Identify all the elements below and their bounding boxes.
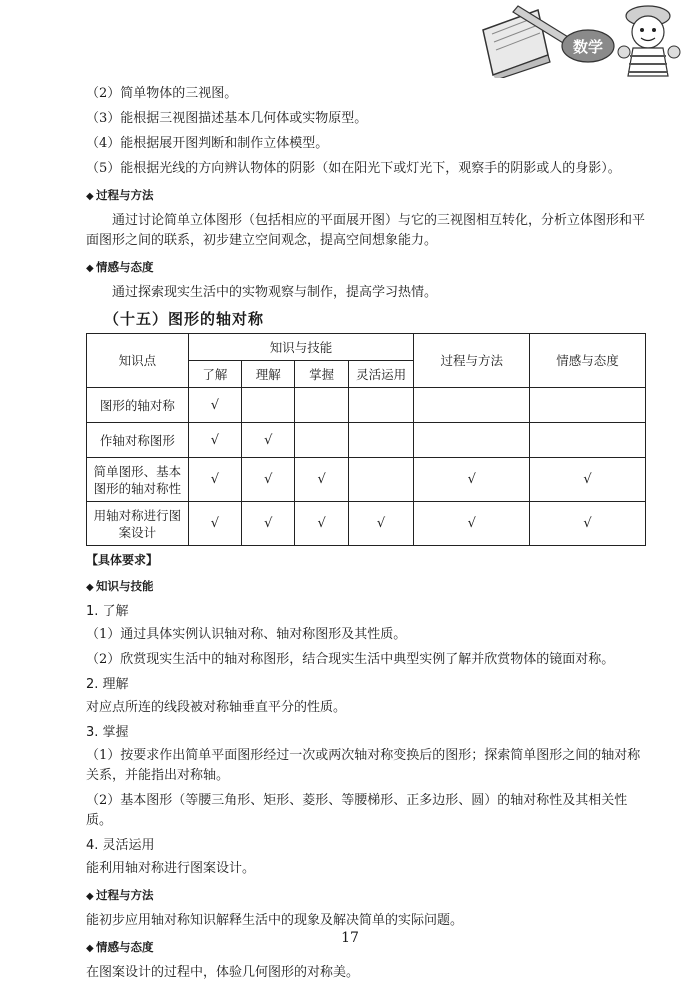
check-cell <box>242 388 295 423</box>
attitude-text: 通过探索现实生活中的实物观察与制作，提高学习热情。 <box>112 285 438 300</box>
subheading-attitude: ◆ 情感与态度 <box>86 257 646 279</box>
process-text: 通过讨论简单立体图形（包括相应的平面展开图）与它的三视图相互转化，分析立体图形和平面图形之间的联系，初步建立空间观念，提高空间想象能力。 <box>86 213 646 248</box>
understand-item: （1）通过具体实例认识轴对称、轴对称图形及其性质。 <box>86 627 407 642</box>
check-cell: √ <box>348 502 413 546</box>
intro-item: （2）简单物体的三视图。 <box>86 86 238 101</box>
subheader-understand: 了解 <box>188 361 241 388</box>
understand-item: （2）欣赏现实生活中的轴对称图形，结合现实生活中典型实例了解并欣赏物体的镜面对称。 <box>86 652 615 667</box>
heading-comprehend: 2. 理解 <box>86 677 129 692</box>
check-cell <box>530 388 646 423</box>
section-title: （十五）图形的轴对称 <box>104 310 265 328</box>
check-cell <box>348 388 413 423</box>
check-cell <box>295 388 348 423</box>
intro-item: （4）能根据展开图判断和制作立体模型。 <box>86 136 329 151</box>
intro-item: （3）能根据三视图描述基本几何体或实物原型。 <box>86 111 368 126</box>
subheading-process: ◆ 过程与方法 <box>86 185 646 207</box>
header-process: 过程与方法 <box>414 334 530 388</box>
diamond-icon: ◆ <box>86 891 94 902</box>
heading-master: 3. 掌握 <box>86 725 129 740</box>
row-label: 作轴对称图形 <box>87 423 189 458</box>
header-illustration <box>478 0 700 78</box>
check-cell <box>414 423 530 458</box>
subheader-comprehend: 理解 <box>242 361 295 388</box>
header-knowledge-point: 知识点 <box>87 334 189 388</box>
row-label: 图形的轴对称 <box>87 388 189 423</box>
heading-understand: 1. 了解 <box>86 604 129 619</box>
subheader-master: 掌握 <box>295 361 348 388</box>
table-row <box>87 458 646 502</box>
check-cell <box>348 458 413 502</box>
flexible-text: 能利用轴对称进行图案设计。 <box>86 861 256 876</box>
check-cell: √ <box>295 502 348 546</box>
table-row <box>87 423 646 458</box>
header-attitude: 情感与态度 <box>530 334 646 388</box>
master-item: （1）按要求作出简单平面图形经过一次或两次轴对称变换后的图形；探索简单图形之间的轴对称关系，并能指出对称轴。 <box>86 748 641 783</box>
table-row <box>87 388 646 423</box>
intro-item: （5）能根据光线的方向辨认物体的阴影（如在阳光下或灯光下，观察手的阴影或人的身影）。 <box>86 161 621 176</box>
page-content <box>86 84 646 988</box>
row-label: 简单图形、基本图形的轴对称性 <box>87 458 189 502</box>
master-item: （2）基本图形（等腰三角形、矩形、菱形、等腰梯形、正多边形、圆）的轴对称性及其相关性质。 <box>86 793 628 828</box>
check-cell <box>414 388 530 423</box>
diamond-icon: ◆ <box>86 943 94 954</box>
check-cell: √ <box>242 502 295 546</box>
check-cell: √ <box>414 458 530 502</box>
check-cell: √ <box>530 458 646 502</box>
subheading-knowledge: ◆ 知识与技能 <box>86 576 646 598</box>
diamond-icon: ◆ <box>86 582 94 593</box>
header-knowledge-skill: 知识与技能 <box>188 334 414 361</box>
check-cell: √ <box>414 502 530 546</box>
check-cell <box>295 423 348 458</box>
attitude-text-2: 在图案设计的过程中，体验几何图形的对称美。 <box>86 965 360 980</box>
subheader-flexible: 灵活运用 <box>348 361 413 388</box>
check-cell: √ <box>188 458 241 502</box>
knowledge-table <box>86 333 646 546</box>
cartoon-kid-icon <box>618 6 680 76</box>
heading-flexible: 4. 灵活运用 <box>86 838 155 853</box>
check-cell <box>348 423 413 458</box>
subject-label: 数学 <box>572 38 604 56</box>
requirements-title: 【具体要求】 <box>86 553 159 567</box>
subheading-process-2: ◆ 过程与方法 <box>86 885 646 907</box>
diamond-icon: ◆ <box>86 263 94 274</box>
subheading-attitude-2: ◆ 情感与态度 <box>86 937 646 959</box>
check-cell: √ <box>295 458 348 502</box>
check-cell: √ <box>188 502 241 546</box>
page-number: 17 <box>341 930 359 946</box>
check-cell: √ <box>188 423 241 458</box>
check-cell: √ <box>188 388 241 423</box>
process-text-2: 能初步应用轴对称知识解释生活中的现象及解决简单的实际问题。 <box>86 913 464 928</box>
table-row <box>87 502 646 546</box>
subject-sign <box>562 30 614 62</box>
check-cell: √ <box>242 458 295 502</box>
check-cell: √ <box>242 423 295 458</box>
check-cell <box>530 423 646 458</box>
comprehend-text: 对应点所连的线段被对称轴垂直平分的性质。 <box>86 700 347 715</box>
row-label: 用轴对称进行图案设计 <box>87 502 189 546</box>
check-cell: √ <box>530 502 646 546</box>
diamond-icon: ◆ <box>86 191 94 202</box>
